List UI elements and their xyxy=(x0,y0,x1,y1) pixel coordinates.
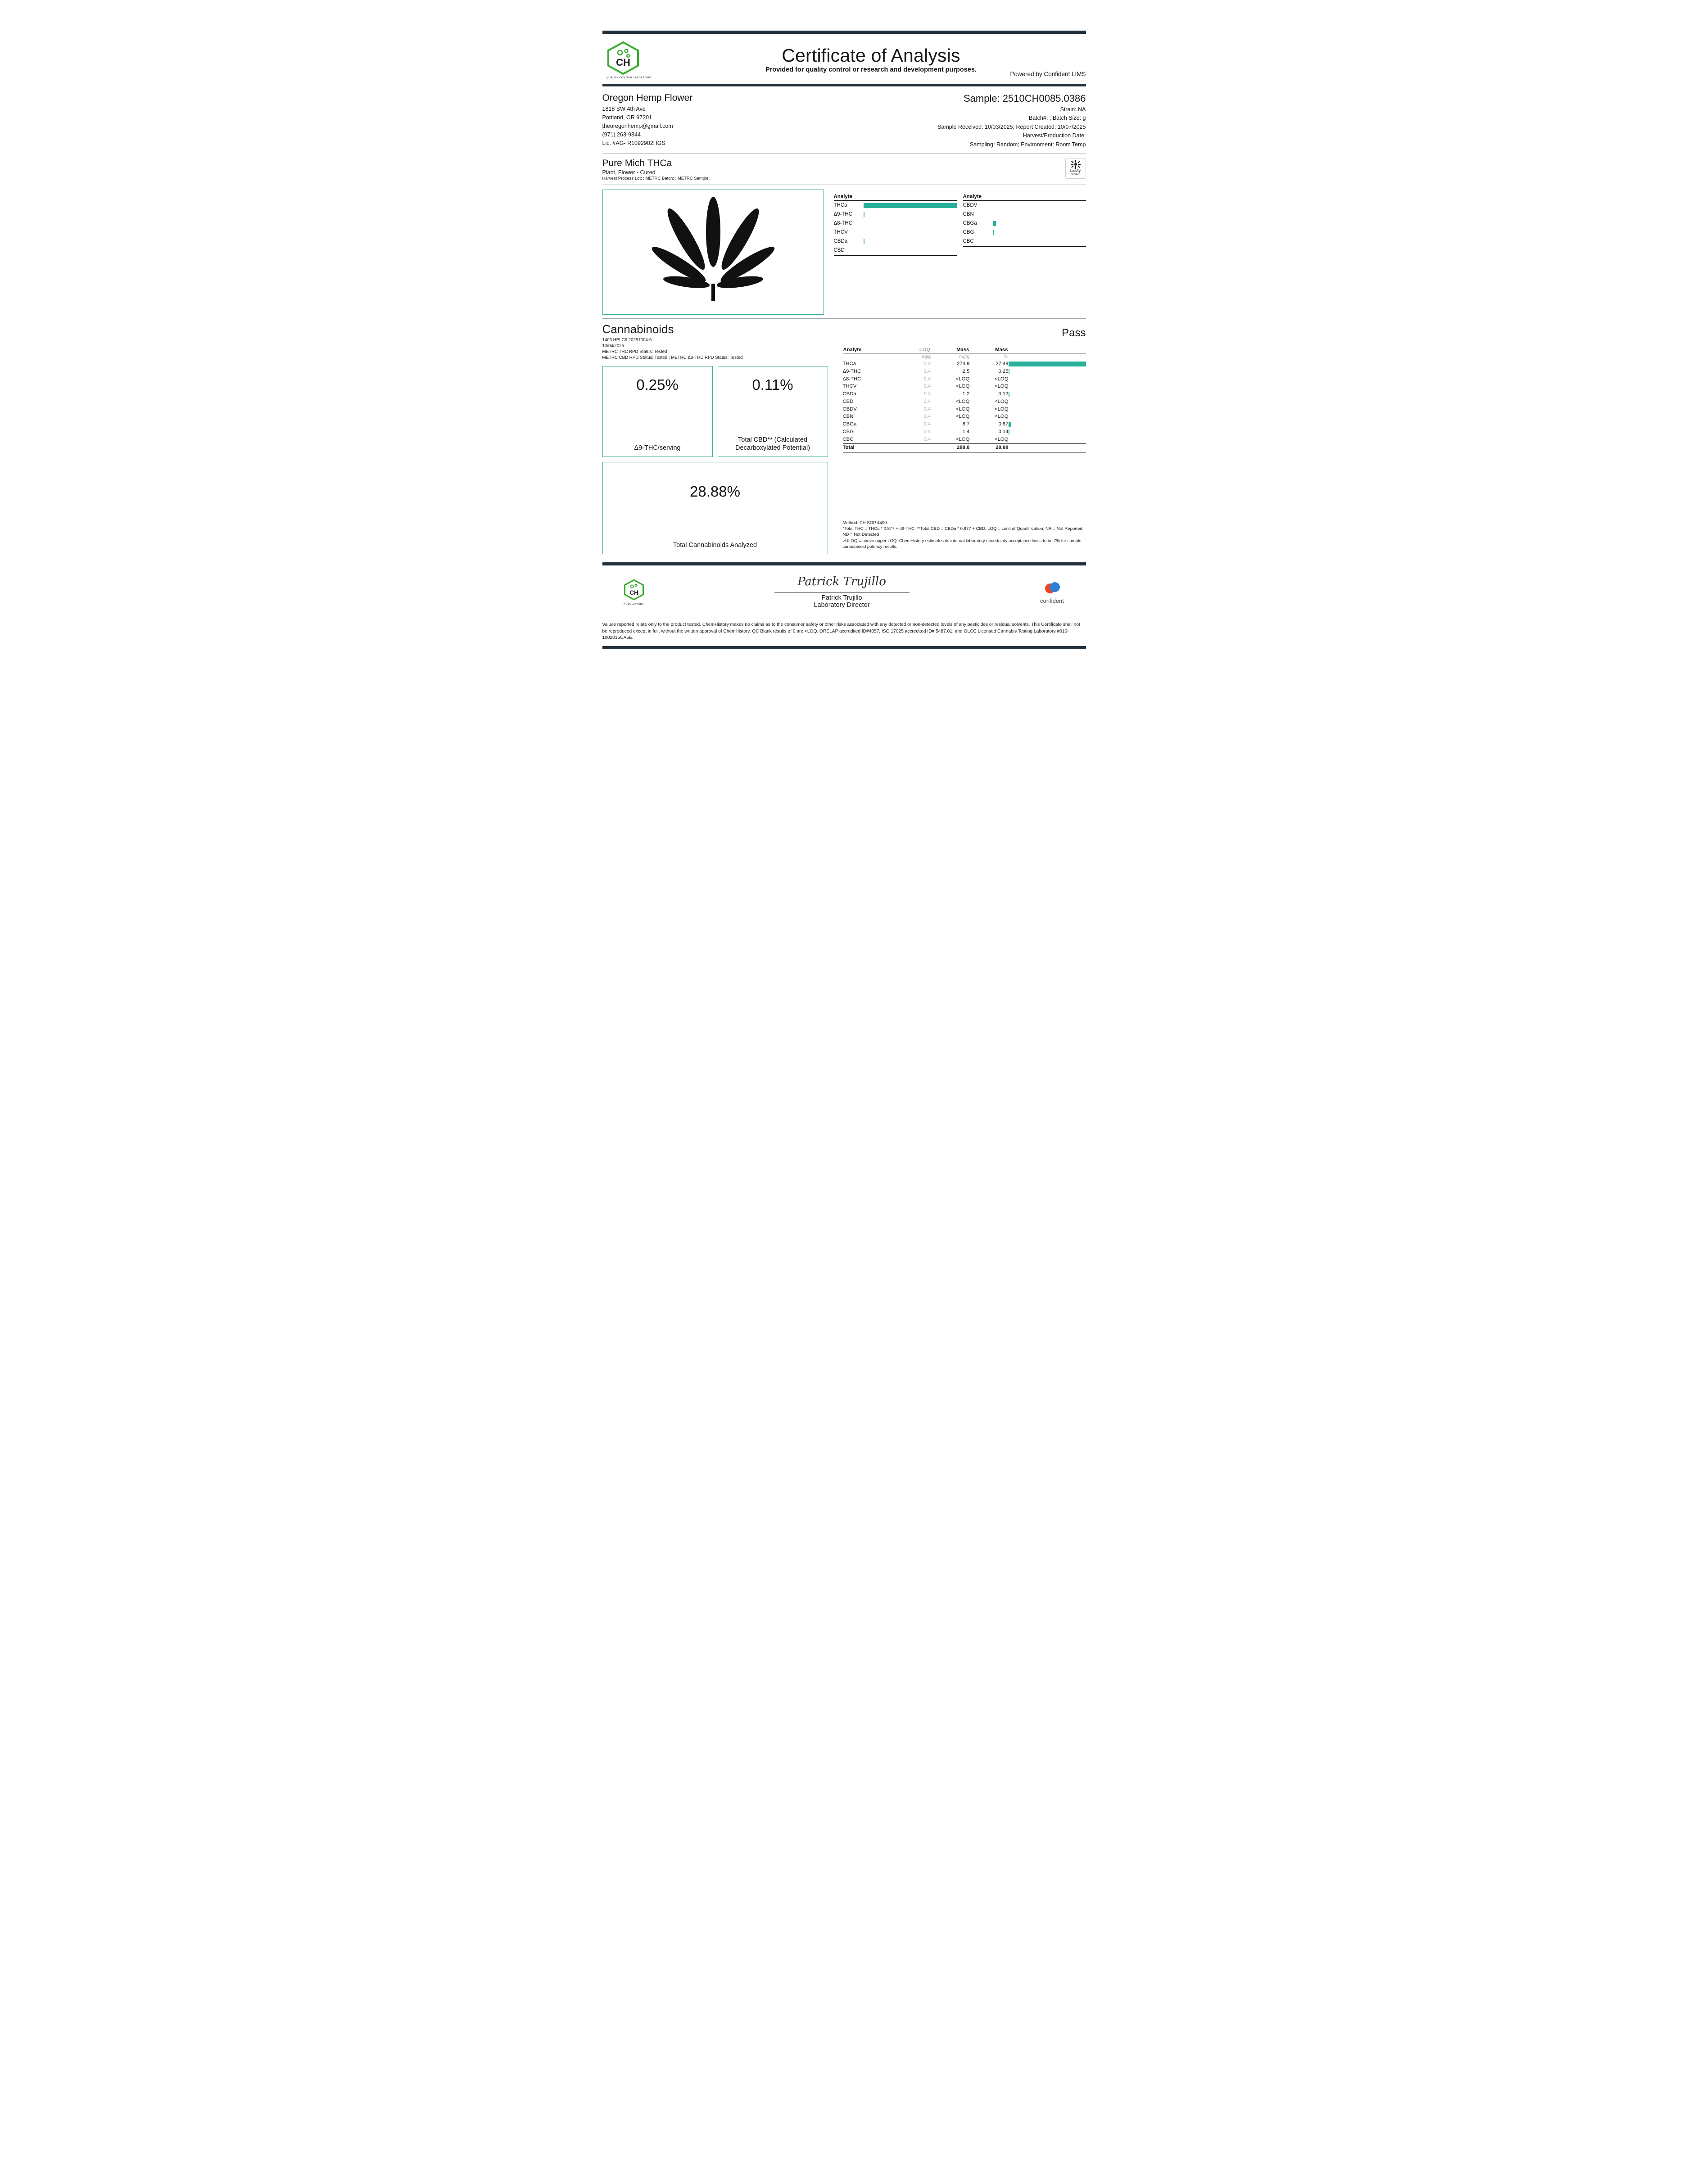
svg-text:CH: CH xyxy=(616,57,631,68)
signer-role: Laboratory Director xyxy=(814,601,870,609)
analyte-summary-bar xyxy=(993,212,1086,217)
chemhistory-logo xyxy=(602,40,656,79)
analyte-summary-row xyxy=(963,201,1086,210)
cell-analyte: CBDa xyxy=(842,391,856,397)
analyte-summary-label: CBDa xyxy=(833,239,848,244)
stat-value-total-cbd: 0.11% xyxy=(752,376,793,393)
confident-mark-icon xyxy=(1040,581,1065,596)
cell-mass-mgg: 1.4 xyxy=(962,429,970,434)
sample-image-and-summary xyxy=(602,185,1086,319)
analyte-summary-row xyxy=(963,219,1086,228)
cell-bar xyxy=(1009,436,1086,443)
analyte-summary-bar xyxy=(864,239,957,244)
cell-analyte: CBC xyxy=(842,436,854,442)
cannabinoid-results-table xyxy=(843,347,1086,452)
total-cell: 28.88 xyxy=(969,443,1008,452)
client-email: theoregonhemp@gmail.com xyxy=(602,123,673,129)
analyte-summary-bar xyxy=(993,221,1086,226)
analyte-summary-chart xyxy=(834,190,1086,315)
analyte-summary-row xyxy=(834,219,957,228)
unit-cell xyxy=(843,353,897,361)
stat-label-total-cannabinoids: Total Cannabinoids Analyzed xyxy=(673,542,757,549)
cannabinoids-title-row xyxy=(602,323,833,361)
cell-mass-mgg: <LOQ xyxy=(955,384,970,389)
analyte-summary-bar xyxy=(864,203,957,208)
cell-mass-mgg: 2.5 xyxy=(962,368,970,374)
cell-bar xyxy=(1009,383,1086,391)
meta-line-4: METRC CBD RPD Status: Tested ; METRC Δ8-THC RPD Status: Tested xyxy=(602,355,743,361)
method-note-line: Method: CH SOP 4400 xyxy=(842,520,887,525)
cell-loq: 0.4 xyxy=(923,414,931,420)
signature-area xyxy=(665,574,1018,609)
unit-cell: % xyxy=(1004,354,1009,359)
signature-image: Patrick Trujillo xyxy=(797,574,886,588)
analyte-summary-label: CBD xyxy=(833,248,845,253)
page-title: Certificate of Analysis xyxy=(782,45,960,66)
analyte-summary-label: THCV xyxy=(833,230,848,235)
coa-page xyxy=(572,31,1117,649)
analyte-left-footer-rule xyxy=(834,255,957,256)
product-lot: Harvest Process Lot: ; METRC Batch: ; METRC Sample: xyxy=(602,176,710,181)
table-row xyxy=(843,375,1086,383)
cell-mass-mgg: <LOQ xyxy=(955,376,970,382)
col-mass-pct: Mass xyxy=(969,347,1008,353)
stat-box-total-cannabinoids xyxy=(602,462,828,554)
cell-mass-pct: 0.14 xyxy=(998,429,1009,434)
cell-loq: 0.4 xyxy=(923,361,931,366)
cell-analyte: THCa xyxy=(842,361,856,366)
analyte-summary-bar xyxy=(993,230,1086,235)
analyte-header-left: Analyte xyxy=(834,194,957,201)
cell-bar xyxy=(1009,428,1086,436)
cannabinoids-left-column xyxy=(602,323,833,554)
chemhistory-hex-icon xyxy=(606,40,640,76)
client-address-1: 1818 SW 4th Ave xyxy=(602,106,646,112)
table-row xyxy=(843,390,1086,398)
confident-label: confident xyxy=(1040,597,1064,605)
cell-loq: 0.4 xyxy=(923,368,931,374)
sample-harvest-date: Harvest/Production Date: xyxy=(1023,132,1086,139)
stat-value-total-cannabinoids: 28.88% xyxy=(690,483,740,500)
analyte-summary-label: Δ8-THC xyxy=(833,221,853,226)
stat-label-total-cbd: Total CBD** (Calculated Decarboxylated Potential) xyxy=(735,436,810,452)
analyte-summary-bar xyxy=(864,230,957,235)
product-info xyxy=(602,158,1065,181)
cannabinoids-meta xyxy=(602,337,743,361)
stat-box-thc-serving xyxy=(602,366,713,457)
table-row xyxy=(843,398,1086,406)
meta-line-1: 1403 HPLC6 20251004-6 xyxy=(602,338,652,343)
analyte-summary-label: Δ9-THC xyxy=(833,212,853,217)
analyte-header-right: Analyte xyxy=(963,194,1086,201)
table-row xyxy=(843,436,1086,443)
cell-bar xyxy=(1009,406,1086,413)
cell-mass-pct: 0.87 xyxy=(998,421,1009,427)
cannabinoids-title: Cannabinoids xyxy=(602,322,674,336)
sample-sampling: Sampling: Random; Environment: Room Temp xyxy=(969,141,1086,148)
client-license: Lic. #AG- R1092902HGS xyxy=(602,140,665,146)
cell-analyte: CBN xyxy=(842,414,854,420)
cell-mass-mgg: <LOQ xyxy=(955,414,970,420)
cell-bar xyxy=(1009,390,1086,398)
analyte-summary-row xyxy=(834,228,957,237)
table-row xyxy=(843,406,1086,413)
unit-cell: mg/g xyxy=(920,354,931,359)
cell-mass-pct: <LOQ xyxy=(995,398,1009,404)
col-loq: LOQ xyxy=(897,347,931,353)
cell-analyte: CBD xyxy=(842,398,854,404)
sample-photo xyxy=(602,190,824,315)
analyte-summary-row xyxy=(834,210,957,219)
client-info xyxy=(602,93,844,149)
sample-strain: Strain: NA xyxy=(1060,106,1086,113)
analyte-summary-label: CBGa xyxy=(963,221,977,226)
page-subtitle: Provided for quality control or research and development purposes. xyxy=(765,66,977,74)
analyte-summary-label: CBG xyxy=(963,230,974,235)
cannabinoids-right-column xyxy=(843,323,1086,554)
table-units-row xyxy=(843,353,1086,361)
sample-id: Sample: 2510CH0085.0386 xyxy=(963,93,1086,104)
total-cell: Total xyxy=(843,443,897,452)
analyte-summary-row xyxy=(834,246,957,255)
cell-bar xyxy=(1009,360,1086,368)
chemhistory-hex-icon-small xyxy=(624,579,644,601)
product-name: Pure Mich THCa xyxy=(602,158,672,168)
cell-loq: 0.4 xyxy=(923,421,931,427)
col-mass-mgg: Mass xyxy=(931,347,969,353)
footer-logo-caption: CHEMHISTORY xyxy=(624,603,644,606)
confident-logo xyxy=(1018,581,1086,604)
analyte-summary-row xyxy=(963,228,1086,237)
table-row xyxy=(843,413,1086,421)
footer-chemhistory-logo xyxy=(602,579,665,606)
analyte-summary-label: THCa xyxy=(833,203,847,208)
cell-analyte: THCV xyxy=(842,384,857,389)
signer-name: Patrick Trujillo xyxy=(821,594,862,601)
product-band xyxy=(602,154,1086,185)
svg-text:CH: CH xyxy=(629,589,638,597)
cell-analyte: CBDV xyxy=(842,406,857,412)
total-cell xyxy=(897,443,931,452)
cell-bar xyxy=(1009,398,1086,406)
title-block xyxy=(656,46,1086,73)
bottom-rule xyxy=(602,646,1086,649)
analyte-summary-bar xyxy=(993,239,1086,244)
cell-mass-pct: 27.49 xyxy=(996,361,1009,366)
cell-bar xyxy=(1009,413,1086,421)
cell-loq: 0.4 xyxy=(923,436,931,442)
cell-mass-mgg: <LOQ xyxy=(955,436,970,442)
analyte-right-footer-rule xyxy=(963,246,1086,247)
col-analyte: Analyte xyxy=(843,347,897,353)
method-note-line: *Total THC = THCa * 0.877 + d9-THC. **Total CBD = CBDa * 0.877 + CBD. LOQ = Limit of Quantification; NR = Not Reported; ND = Not Detected xyxy=(842,526,1084,538)
signature-band xyxy=(602,565,1086,618)
cell-mass-pct: 0.12 xyxy=(998,391,1009,397)
leafly-flower-icon xyxy=(1071,160,1081,169)
cell-mass-pct: 0.25 xyxy=(998,368,1009,374)
cell-mass-mgg: <LOQ xyxy=(955,398,970,404)
analyte-summary-row xyxy=(834,201,957,210)
product-type: Plant, Flower - Cured xyxy=(602,169,656,176)
cell-analyte: Δ9-THC xyxy=(842,368,861,374)
disclaimer-text: Values reported relate only to the product tested. ChemHistory makes no claims as to the consumer safety or other risks associated with any detected or non-detected levels of any pesticides or residual solvents. This Certificate shall not be reproduced except in full, without the written approval of ChemHistory. QC Blank results of 0 are <LOQ. ORELAP accredited ID#4057, ISO 17025 accredited ID# 5487.01, and OLCC Licensed Cannabis Testing Laboratory #010-1002015CA5E. xyxy=(602,618,1086,646)
cell-analyte: CBGa xyxy=(842,421,857,427)
client-address-2: Portland, OR 97201 xyxy=(602,114,652,121)
analyte-summary-right xyxy=(963,194,1086,315)
powered-by-label: Powered by Confident LIMS xyxy=(1010,71,1086,77)
client-sample-band xyxy=(602,86,1086,154)
summary-stat-boxes xyxy=(602,366,833,457)
table-header-row xyxy=(843,347,1086,353)
stat-label-thc-serving: Δ9-THC/serving xyxy=(634,444,681,452)
sample-info xyxy=(844,93,1086,149)
analyte-summary-label: CBDV xyxy=(963,203,978,208)
cell-loq: 0.4 xyxy=(923,429,931,434)
stat-box-total-cbd xyxy=(718,366,828,457)
cell-mass-pct: <LOQ xyxy=(995,414,1009,420)
table-row xyxy=(843,383,1086,391)
cell-bar xyxy=(1009,375,1086,383)
analyte-summary-row xyxy=(834,237,957,246)
cannabis-leaf-icon xyxy=(623,196,803,308)
analyte-summary-label: CBC xyxy=(963,239,974,244)
meta-line-2: 10/04/2025 xyxy=(602,344,624,349)
meta-line-3: METRC THC RPD Status: Tested ; xyxy=(602,349,670,355)
table-total-row xyxy=(843,443,1086,452)
cell-loq: 0.4 xyxy=(923,398,931,404)
client-phone: (971) 263-9844 xyxy=(602,131,641,138)
analyte-summary-left xyxy=(834,194,957,315)
status-badge: Pass xyxy=(1062,327,1086,339)
method-note-line: >ULOQ = above upper LOQ. ChemHistory estimates its internal laboratory uncertainty acceptance limits to be 7% for sample cannabinoid potency results. xyxy=(842,538,1082,550)
cell-mass-pct: <LOQ xyxy=(995,406,1009,412)
cell-bar xyxy=(1009,421,1086,429)
cell-mass-pct: <LOQ xyxy=(995,384,1009,389)
analyte-summary-row xyxy=(963,237,1086,246)
cell-analyte: Δ8-THC xyxy=(842,376,861,382)
client-name: Oregon Hemp Flower xyxy=(602,93,693,103)
total-cell xyxy=(1009,443,1086,452)
footer-rule xyxy=(602,562,1086,565)
cell-loq: 0.4 xyxy=(923,376,931,382)
cell-mass-mgg: 1.2 xyxy=(962,391,970,397)
analyte-summary-label: CBN xyxy=(963,212,974,217)
table-row xyxy=(843,368,1086,375)
document-header xyxy=(602,34,1086,84)
cell-loq: 0.4 xyxy=(923,384,931,389)
cell-mass-mgg: 8.7 xyxy=(962,421,970,427)
analyte-summary-bar xyxy=(864,248,957,253)
analyte-summary-bar xyxy=(993,203,1086,208)
unit-cell: mg/g xyxy=(959,354,970,359)
analyte-summary-row xyxy=(963,210,1086,219)
leafly-sub-label: certified xyxy=(1070,173,1080,176)
table-row xyxy=(843,421,1086,429)
analyte-summary-bar xyxy=(864,221,957,226)
analyte-summary-bar xyxy=(864,212,957,217)
cell-loq: 0.4 xyxy=(923,406,931,412)
leafly-label: Leafly xyxy=(1070,168,1081,173)
top-rule xyxy=(602,31,1086,34)
cell-mass-mgg: 274.9 xyxy=(957,361,970,366)
cell-mass-pct: <LOQ xyxy=(995,436,1009,442)
cell-bar xyxy=(1009,368,1086,375)
total-cell: 288.8 xyxy=(931,443,969,452)
stat-value-thc-serving: 0.25% xyxy=(636,376,679,393)
logo-caption: QUALITY CONTROL LABORATORY xyxy=(606,77,652,79)
sample-dates: Sample Received: 10/03/2025; Report Created: 10/07/2025 xyxy=(937,123,1086,130)
cell-loq: 0.4 xyxy=(923,391,931,397)
cannabinoids-section xyxy=(602,319,1086,558)
sample-batch: Batch#: ; Batch Size: g xyxy=(1029,115,1086,122)
cell-mass-pct: <LOQ xyxy=(995,376,1009,382)
table-row xyxy=(843,360,1086,368)
unit-cell xyxy=(1009,353,1086,361)
cell-analyte: CBG xyxy=(842,429,854,434)
cell-mass-mgg: <LOQ xyxy=(955,406,970,412)
leafly-certified-badge xyxy=(1065,158,1086,179)
method-note xyxy=(843,520,1086,550)
col-bar xyxy=(1009,347,1086,353)
table-row xyxy=(843,428,1086,436)
